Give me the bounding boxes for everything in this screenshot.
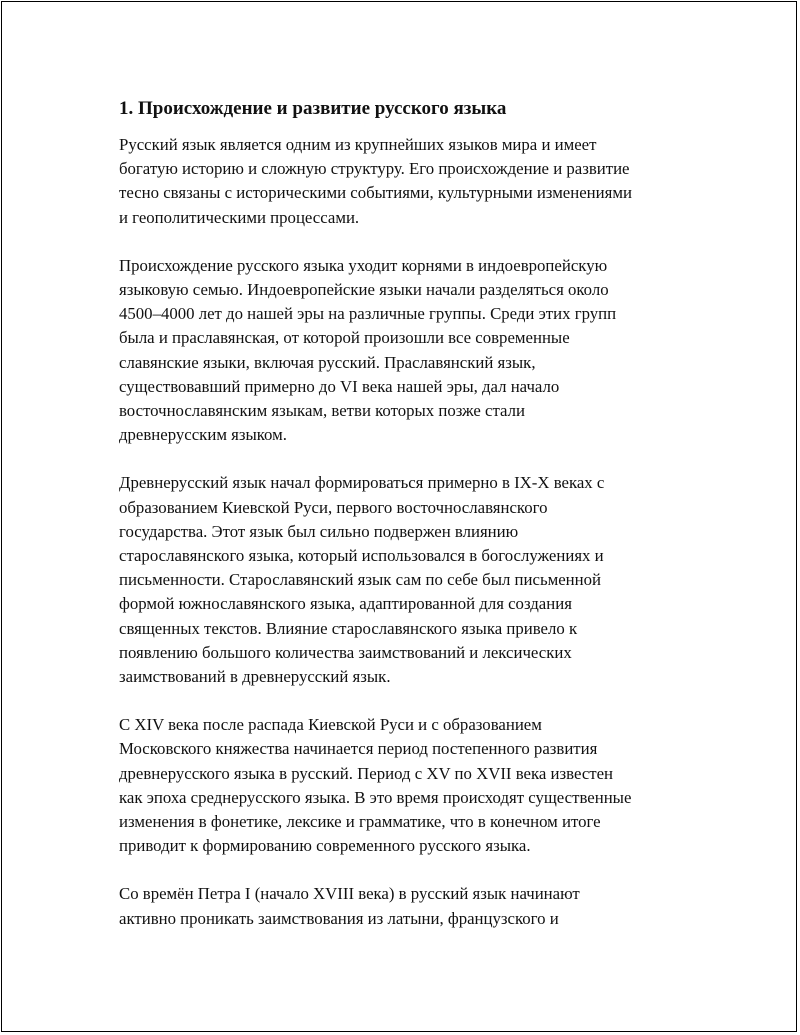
paragraph-intro xyxy=(119,133,699,230)
text-line: языковую семью. Индоевропейские языки начали разделяться около xyxy=(119,280,609,300)
text-line: священных текстов. Влияние старославянского языка привело к xyxy=(119,618,578,638)
section-heading: 1. Происхождение и развитие русского языка xyxy=(119,98,507,119)
text-line: восточнославянским языкам, ветви которых позже стали xyxy=(119,401,525,421)
paragraph-peter-era xyxy=(119,882,699,930)
text-line: образованием Киевской Руси, первого восточнославянского xyxy=(119,497,548,517)
text-line: 4500–4000 лет до нашей эры на различные группы. Среди этих групп xyxy=(119,304,617,324)
paragraph-old-russian xyxy=(119,471,699,689)
text-line: С XIV века после распада Киевской Руси и с образованием xyxy=(119,715,542,735)
text-line: существовавший примерно до VI века нашей эры, дал начало xyxy=(119,376,560,396)
text-line: старославянского языка, который использовался в богослужениях и xyxy=(119,546,604,566)
text-line: Древнерусский язык начал формироваться примерно в IX-X веках с xyxy=(119,473,605,493)
text-line: как эпоха среднерусского языка. В это время происходят существенные xyxy=(119,787,632,807)
text-line: формой южнославянского языка, адаптированной для создания xyxy=(119,594,572,614)
text-line: Русский язык является одним из крупнейших языков мира и имеет xyxy=(119,135,597,154)
paragraph-origin xyxy=(119,254,699,448)
text-line: богатую историю и сложную структуру. Его происхождение и развитие xyxy=(119,159,630,179)
text-line: тесно связаны с историческими событиями, культурными изменениями xyxy=(119,183,632,203)
document-body xyxy=(119,94,699,955)
text-line: государства. Этот язык был сильно подвержен влиянию xyxy=(119,521,519,541)
text-line: древнерусского языка в русский. Период с XV по XVII века известен xyxy=(119,763,614,783)
text-line: славянские языки, включая русский. Праславянский язык, xyxy=(119,352,536,372)
paragraph-middle-russian xyxy=(119,713,699,858)
text-line: Со времён Петра I (начало XVIII века) в русский язык начинают xyxy=(119,884,580,904)
text-line: изменения в фонетике, лексике и грамматике, что в конечном итоге xyxy=(119,812,601,832)
text-line: и геополитическими процессами. xyxy=(119,207,360,227)
text-line: Происхождение русского языка уходит корнями в индоевропейскую xyxy=(119,255,608,275)
text-line: была и праславянская, от которой произошли все современные xyxy=(119,328,570,348)
text-line: древнерусским языком. xyxy=(119,425,287,445)
text-line: письменности. Старославянский язык сам по себе был письменной xyxy=(119,570,602,590)
text-line: появлению большого количества заимствований и лексических xyxy=(119,642,572,662)
document-page xyxy=(1,1,797,1032)
text-line: Московского княжества начинается период постепенного развития xyxy=(119,739,598,759)
text-line: заимствований в древнерусский язык. xyxy=(119,667,391,687)
text-line: активно проникать заимствования из латыни, французского и xyxy=(119,908,559,928)
text-line: приводит к формированию современного русского языка. xyxy=(119,836,531,856)
